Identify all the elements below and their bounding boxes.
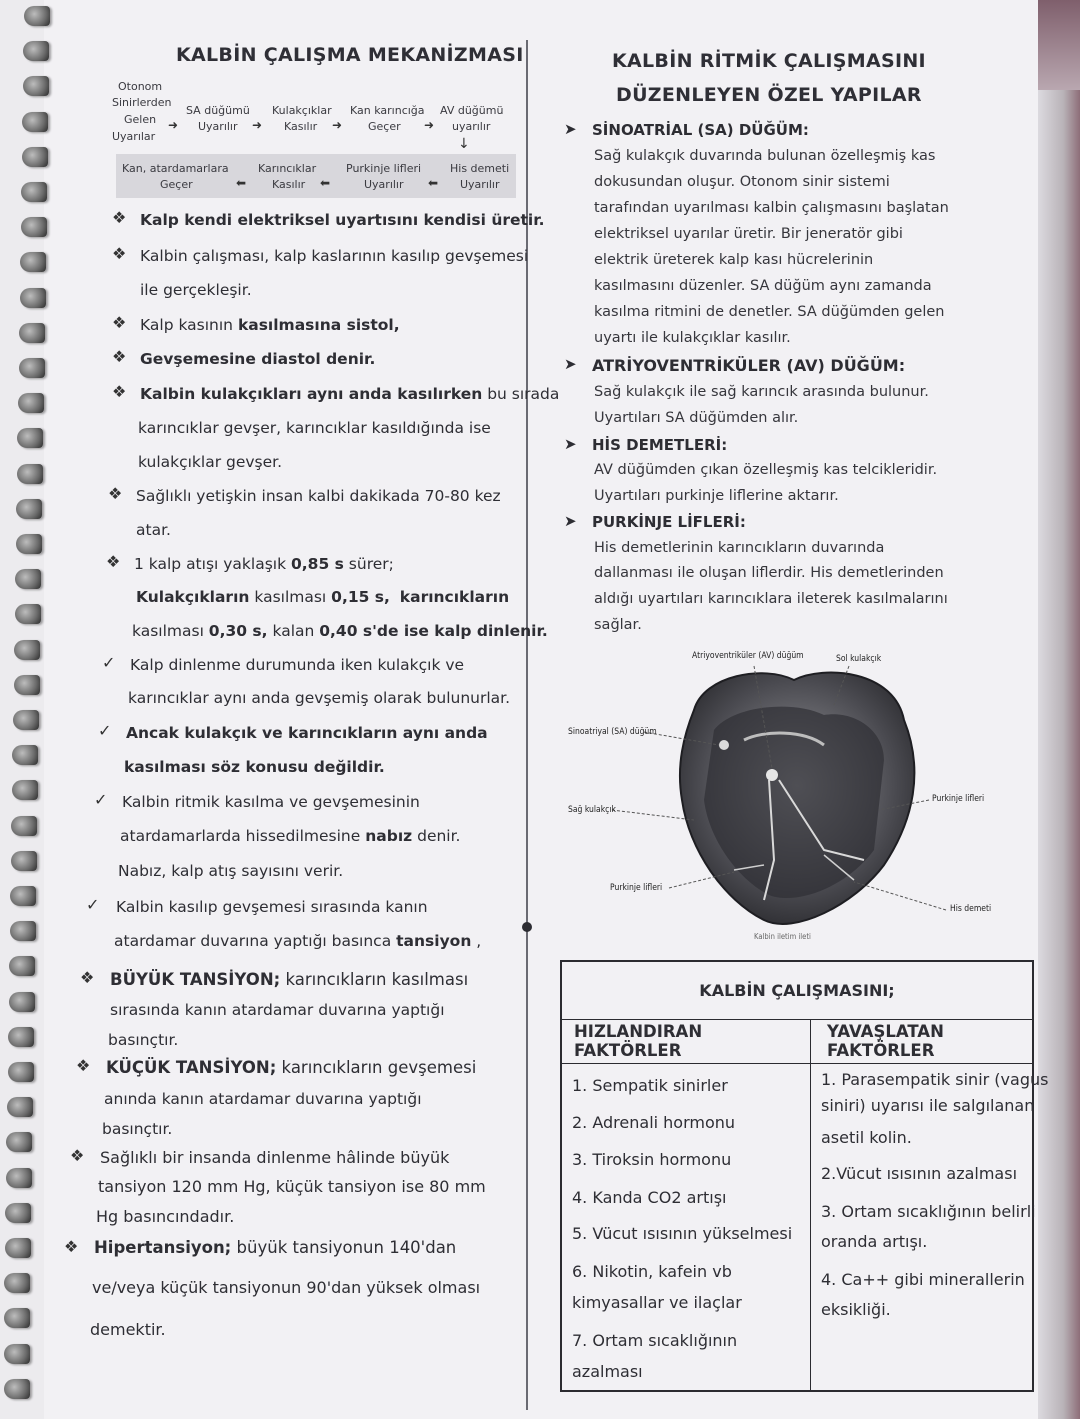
flow-purkinje-state: Uyarılır: [364, 178, 404, 191]
col-header-speed: HIZLANDIRAN FAKTÖRLER: [561, 1019, 811, 1063]
binder-ring-icon: [21, 182, 47, 202]
arrow-left-icon: ⬅: [236, 176, 247, 190]
binder-ring-icon: [6, 1168, 32, 1188]
label-his-bundle: His demeti: [950, 904, 992, 914]
binder-ring-icon: [10, 921, 36, 941]
diamond-bullet-icon: ❖: [76, 1056, 91, 1075]
arrow-right-icon: ➜: [252, 118, 263, 132]
item-pulse-3: Nabız, kalp atış sayısını verir.: [118, 862, 344, 880]
chevron-right-icon: ➤: [564, 435, 577, 453]
item-not-simultaneous-2: kasılması söz konusu değildir.: [124, 758, 385, 776]
check-icon: ✓: [94, 790, 108, 809]
flow-artery-state: Geçer: [160, 178, 193, 191]
speed-item-4: 4. Kanda CO2 artışı: [572, 1187, 727, 1207]
item-heart-work-1: Kalbin çalışması, kalp kaslarının kasılıp gevşemesi: [140, 247, 529, 265]
slow-item-3: 3. Ortam sıcaklığının belirli: [821, 1201, 1036, 1221]
purkinje-line-3: aldığı uyartıları karıncıklara ileterek kasılmalarını: [594, 591, 948, 607]
binder-ring-icon: [8, 1027, 34, 1047]
flow-blood-state: Geçer: [368, 120, 401, 133]
flow-ventricle-label: Karıncıklar: [258, 162, 317, 175]
binder-ring-icon: [11, 851, 37, 871]
binder-ring-icon: [14, 675, 40, 695]
binder-ring-icon: [19, 358, 45, 378]
item-atria-2: karıncıklar gevşer, karıncıklar kasıldığında ise: [138, 419, 491, 437]
chevron-right-icon: ➤: [564, 120, 577, 138]
purkinje-line-4: sağlar.: [594, 617, 642, 633]
diamond-bullet-icon: ❖: [106, 552, 121, 571]
binder-ring-icon: [23, 41, 49, 61]
his-line-2: Uyartıları purkinje liflerine aktarır.: [594, 488, 839, 504]
chevron-right-icon: ➤: [564, 355, 577, 373]
av-heading: ATRİYOVENTRİKÜLER (AV) DÜĞÜM:: [592, 356, 906, 375]
sa-line-5: elektrik üreterek kalp kası hücrelerinin: [594, 252, 874, 268]
binder-ring-icon: [12, 745, 38, 765]
check-icon: ✓: [98, 721, 112, 740]
flow-origin-1: Otonom: [118, 80, 163, 93]
binder-ring-icon: [19, 323, 45, 343]
item-heart-rate-2: atar.: [136, 521, 171, 539]
item-diastolic-1: KÜÇÜK TANSİYON; karıncıkların gevşemesi: [106, 1058, 477, 1077]
right-title-line1: KALBİN RİTMİK ÇALIŞMASINI: [612, 50, 926, 72]
arrow-left-icon: ⬅: [320, 176, 331, 190]
chevron-right-icon: ➤: [564, 512, 577, 530]
heart-conduction-diagram: [594, 650, 974, 950]
purkinje-line-2: dallanması ile oluşan liflerdir. His demetlerinden: [594, 565, 944, 581]
item-atria-1: Kalbin kulakçıkları aynı anda kasılırken bu sırada: [140, 385, 560, 403]
item-systolic-3: basınçtır.: [108, 1031, 179, 1049]
label-right-atrium: Sağ kulakçık: [568, 805, 616, 815]
av-line-2: Uyartıları SA düğümden alır.: [594, 410, 799, 426]
diamond-bullet-icon: ❖: [70, 1146, 85, 1165]
binder-ring-icon: [5, 1238, 31, 1258]
item-systolic-1: BÜYÜK TANSİYON; karıncıkların kasılması: [110, 970, 469, 989]
sa-line-2: dokusundan oluşur. Otonom sinir sistemi: [594, 174, 890, 190]
binder-ring-icon: [17, 428, 43, 448]
check-icon: ✓: [102, 653, 116, 672]
flow-origin-3: Gelen: [124, 113, 157, 126]
left-title: KALBİN ÇALIŞMA MEKANİZMASI: [176, 44, 524, 66]
table-title: KALBİN ÇALIŞMASINI;: [561, 961, 1033, 1019]
binder-ring-icon: [9, 992, 35, 1012]
item-heart-rate-1: Sağlıklı yetişkin insan kalbi dakikada 70-80 kez: [136, 487, 501, 505]
label-sa-node: Sinoatriyal (SA) düğüm: [568, 727, 657, 737]
his-heading: HİS DEMETLERİ:: [592, 436, 728, 454]
speed-item-6: 6. Nikotin, kafein vb: [572, 1261, 732, 1281]
flow-sa-state: Uyarılır: [198, 120, 238, 133]
item-hypertension-3: demektir.: [90, 1320, 166, 1339]
sa-line-7: kasılma ritmini de denetler. SA düğümden gelen: [594, 304, 945, 320]
his-line-1: AV düğümden çıkan özelleşmiş kas telcikleridir.: [594, 462, 938, 478]
check-icon: ✓: [86, 895, 100, 914]
binder-ring-icon: [18, 393, 44, 413]
diamond-bullet-icon: ❖: [64, 1237, 79, 1256]
speed-item-3: 3. Tiroksin hormonu: [572, 1149, 732, 1169]
diamond-bullet-icon: ❖: [108, 484, 123, 503]
arrow-left-icon: ⬅: [428, 176, 439, 190]
binder-ring-icon: [16, 534, 42, 554]
binder-ring-icon: [8, 1062, 34, 1082]
slow-item-1c: asetil kolin.: [821, 1127, 912, 1147]
flow-his-state: Uyarılır: [460, 178, 500, 191]
item-pulse-1: Kalbin ritmik kasılma ve gevşemesinin: [122, 793, 420, 811]
binder-ring-icon: [16, 499, 42, 519]
arrow-right-icon: ➜: [332, 118, 343, 132]
divider-dot: [522, 922, 532, 932]
item-normal-bp-3: Hg basıncındadır.: [96, 1207, 235, 1226]
speed-item-5: 5. Vücut ısısının yükselmesi: [572, 1223, 793, 1243]
binder-ring-icon: [22, 112, 48, 132]
item-normal-bp-2: tansiyon 120 mm Hg, küçük tansiyon ise 80 mm: [98, 1177, 486, 1196]
item-self-impulse: Kalp kendi elektriksel uyartısını kendisi üretir.: [140, 211, 545, 229]
item-beat-duration: 1 kalp atışı yaklaşık 0,85 s sürer;: [134, 555, 394, 573]
flow-artery-label: Kan, atardamarlara: [122, 162, 229, 175]
item-systolic-2: sırasında kanın atardamar duvarına yaptığı: [110, 1001, 445, 1019]
binder-ring-icon: [15, 569, 41, 589]
item-tension-1: Kalbin kasılıp gevşemesi sırasında kanın: [116, 898, 428, 916]
item-tension-2: atardamar duvarına yaptığı basınca tansiyon ,: [114, 932, 482, 950]
item-atria-3: kulakçıklar gevşer.: [138, 453, 283, 471]
item-diastolic-3: basınçtır.: [102, 1120, 173, 1138]
speed-item-1: 1. Sempatik sinirler: [572, 1075, 728, 1095]
binder-ring-icon: [10, 886, 36, 906]
flow-blood-label: Kan karıncığa: [350, 104, 425, 117]
speed-item-6b: kimyasallar ve ilaçlar: [572, 1292, 742, 1312]
slow-item-4b: eksikliği.: [821, 1299, 891, 1319]
flow-atria-state: Kasılır: [284, 120, 318, 133]
binder-ring-icon: [11, 816, 37, 836]
av-line-1: Sağ kulakçık ile sağ karıncık arasında bulunur.: [594, 384, 929, 400]
binder-ring-icon: [23, 76, 49, 96]
heart-factors-table: [560, 960, 1049, 1392]
sa-line-6: kasılmasını düzenler. SA düğüm aynı zamanda: [594, 278, 932, 294]
item-hypertension-1: Hipertansiyon; büyük tansiyonun 140'dan: [94, 1238, 457, 1257]
flow-av-state: uyarılır: [452, 120, 491, 133]
diamond-bullet-icon: ❖: [112, 244, 127, 263]
binder-ring-icon: [9, 956, 35, 976]
background-edge: [1038, 0, 1080, 1419]
arrow-right-icon: ➜: [168, 118, 179, 132]
item-normal-bp-1: Sağlıklı bir insanda dinlenme hâlinde büyük: [100, 1148, 450, 1167]
item-hypertension-2: ve/veya küçük tansiyonun 90'dan yüksek olması: [92, 1278, 481, 1297]
flow-atria-label: Kulakçıklar: [272, 104, 332, 117]
binder-ring-icon: [24, 6, 50, 26]
arrow-down-icon: ↓: [458, 136, 470, 152]
binder-ring-icon: [4, 1379, 30, 1399]
flow-sa-label: SA düğümü: [186, 104, 250, 117]
binder-ring-icon: [15, 604, 41, 624]
binder-ring-icon: [5, 1203, 31, 1223]
label-purkinje-left: Purkinje lifleri: [610, 883, 663, 893]
slow-item-1: 1. Parasempatik sinir (vagus: [821, 1069, 1049, 1089]
diamond-bullet-icon: ❖: [112, 347, 127, 366]
label-av-node: Atriyoventriküler (AV) düğüm: [692, 651, 804, 661]
diamond-bullet-icon: ❖: [80, 968, 95, 987]
flow-his-label: His demeti: [450, 162, 510, 175]
speed-item-7b: azalması: [572, 1361, 643, 1381]
item-beat-rest: kasılması 0,30 s, kalan 0,40 s'de ise kalp dinlenir.: [132, 622, 548, 640]
binder-ring-icon: [13, 710, 39, 730]
item-rest-state-2: karıncıklar aynı anda gevşemiş olarak bulunurlar.: [128, 689, 511, 707]
sa-heading: SİNOATRİAL (SA) DÜĞÜM:: [592, 121, 809, 139]
sa-line-4: elektriksel uyarılar üretir. Bir jeneratör gibi: [594, 226, 903, 242]
speed-factors-cell: [561, 1063, 811, 1391]
flow-origin-4: Uyarılar: [112, 130, 156, 143]
flow-purkinje-label: Purkinje lifleri: [346, 162, 422, 175]
binder-ring-icon: [21, 217, 47, 237]
slow-item-3b: oranda artışı.: [821, 1231, 928, 1251]
speed-item-2: 2. Adrenali hormonu: [572, 1112, 736, 1132]
slow-item-1b: siniri) uyarısı ile salgılanan: [821, 1095, 1035, 1115]
binder-ring-icon: [17, 464, 43, 484]
binder-ring-icon: [14, 640, 40, 660]
sa-line-3: tarafından uyarılması kalbin çalışmasını başlatan: [594, 200, 949, 216]
flow-av-label: AV düğümü: [440, 104, 504, 117]
purkinje-line-1: His demetlerinin karıncıkların duvarında: [594, 540, 885, 556]
binder-ring-icon: [20, 288, 46, 308]
binder-ring-icon: [20, 252, 46, 272]
item-rest-state-1: Kalp dinlenme durumunda iken kulakçık ve: [130, 656, 465, 674]
item-systole: Kalp kasının kasılmasına sistol,: [140, 316, 400, 334]
item-diastolic-2: anında kanın atardamar duvarına yaptığı: [104, 1090, 422, 1108]
binder-ring-icon: [12, 780, 38, 800]
slow-item-2: 2.Vücut ısısının azalması: [821, 1163, 1018, 1183]
binder-ring-icon: [22, 147, 48, 167]
diamond-bullet-icon: ❖: [112, 208, 127, 227]
spiral-binding: [0, 0, 60, 1419]
label-left-atrium: Sol kulakçık: [836, 654, 882, 664]
slow-factors-cell: [811, 1063, 1049, 1391]
binder-ring-icon: [4, 1273, 30, 1293]
sa-line-8: uyartı ile kulakçıklar kasılır.: [594, 330, 791, 346]
sa-line-1: Sağ kulakçık duvarında bulunan özelleşmiş kas: [594, 148, 936, 164]
flow-origin-2: Sinirlerden: [112, 96, 172, 109]
binder-ring-icon: [6, 1132, 32, 1152]
label-purkinje-right: Purkinje lifleri: [932, 794, 985, 804]
right-title-line2: DÜZENLEYEN ÖZEL YAPILAR: [616, 84, 922, 106]
binder-ring-icon: [7, 1097, 33, 1117]
item-diastole: Gevşemesine diastol denir.: [140, 350, 376, 368]
col-header-slow: YAVAŞLATAN FAKTÖRLER: [811, 1019, 1034, 1063]
item-beat-atria: Kulakçıkların kasılması 0,15 s, karıncıkların: [136, 588, 510, 606]
diagram-caption: Kalbin iletim ileti: [754, 932, 811, 941]
slow-item-4: 4. Ca++ gibi minerallerin: [821, 1269, 1025, 1289]
item-heart-work-2: ile gerçekleşir.: [140, 281, 252, 299]
arrow-right-icon: ➜: [424, 118, 435, 132]
diamond-bullet-icon: ❖: [112, 382, 127, 401]
flow-ventricle-state: Kasılır: [272, 178, 306, 191]
speed-item-7: 7. Ortam sıcaklığının: [572, 1330, 738, 1350]
purkinje-heading: PURKİNJE LİFLERİ:: [592, 513, 746, 531]
binder-ring-icon: [4, 1308, 30, 1328]
diamond-bullet-icon: ❖: [112, 313, 127, 332]
item-not-simultaneous-1: Ancak kulakçık ve karıncıkların aynı anda: [126, 724, 488, 742]
binder-ring-icon: [4, 1344, 30, 1364]
item-pulse-2: atardamarlarda hissedilmesine nabız denir.: [120, 827, 461, 845]
